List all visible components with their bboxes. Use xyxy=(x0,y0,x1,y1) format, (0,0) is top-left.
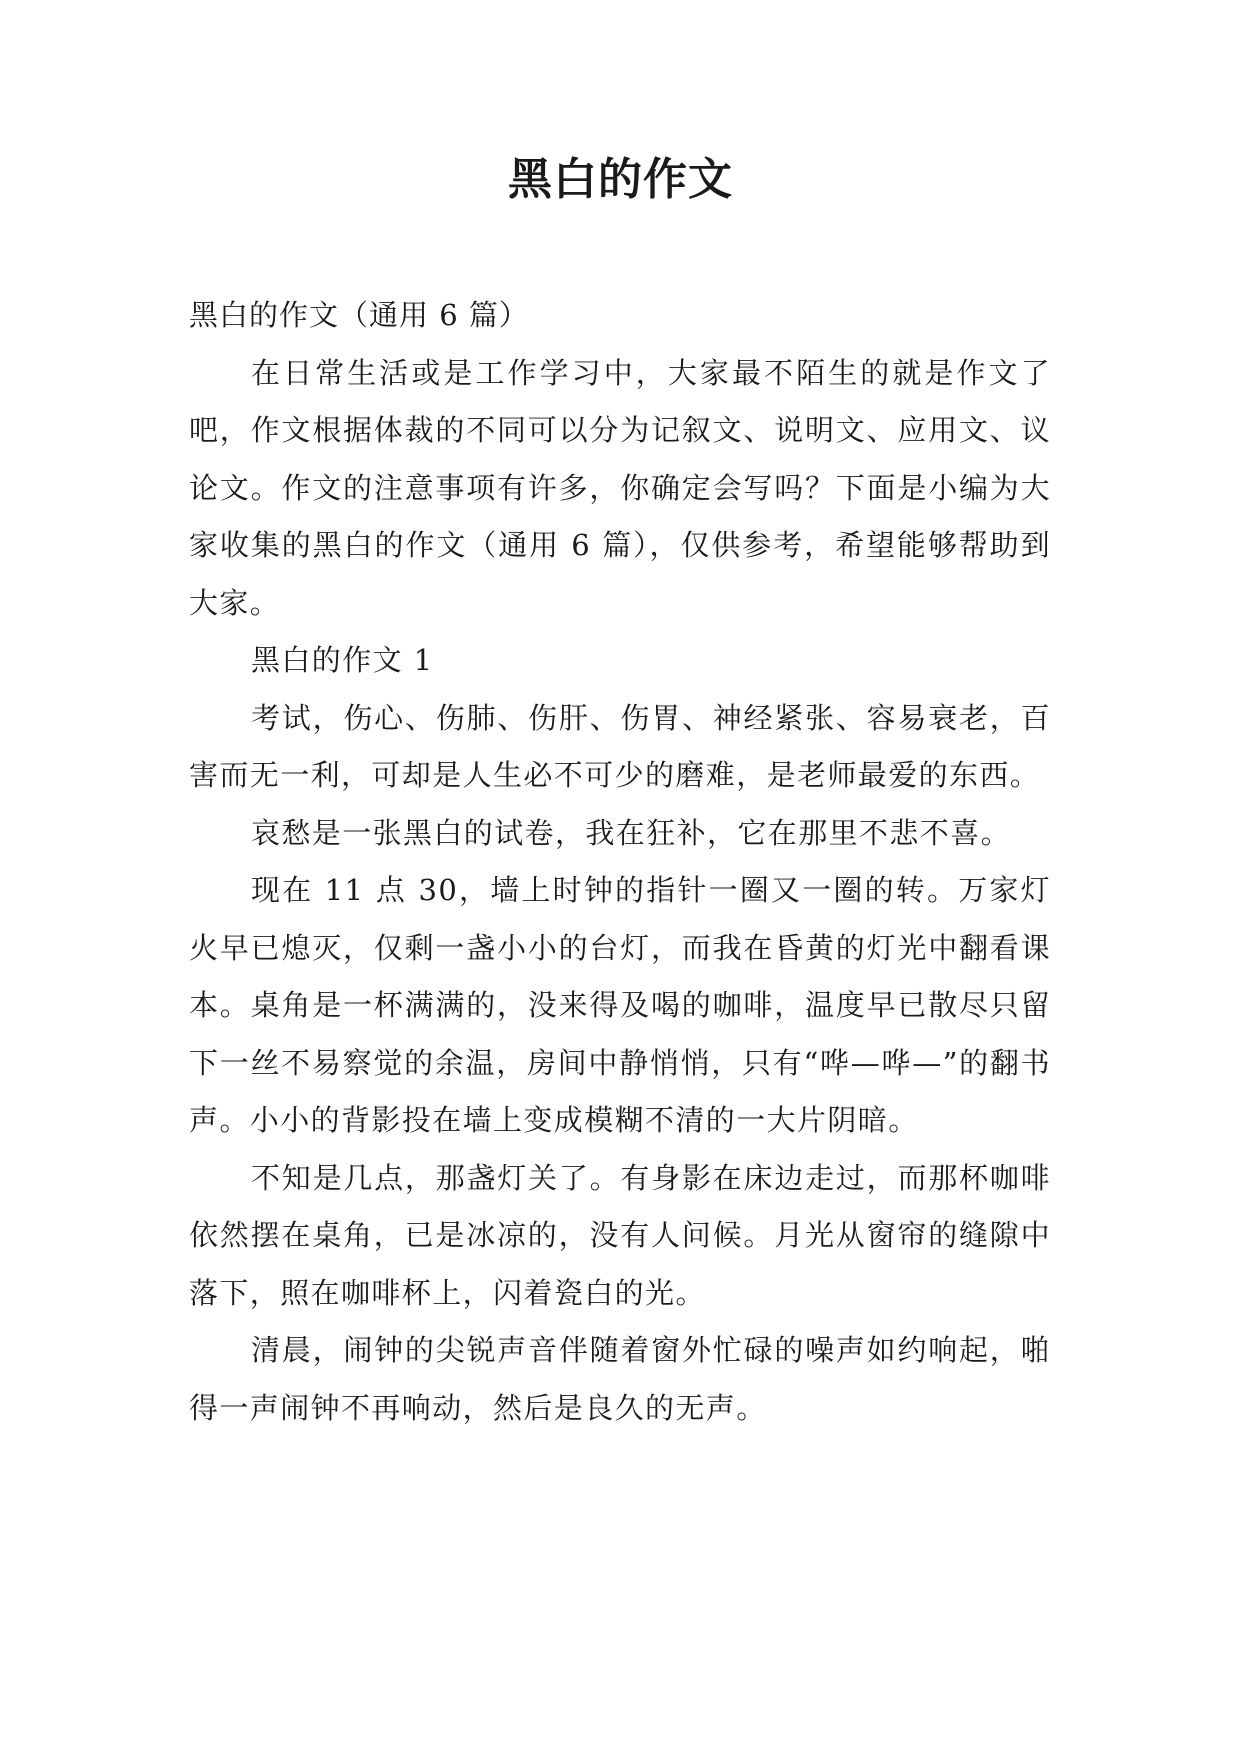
document-subtitle: 黑白的作文（通用 6 篇） xyxy=(189,298,529,332)
body-paragraph: 现在 11 点 30，墙上时钟的指针一圈又一圈的转。万家灯火早已熄灭，仅剩一盏小小的台灯，而我在昏黄的灯光中翻看课本。桌角是一杯满满的，没来得及喝的咖啡，温度早已散尽只留下一丝不易察觉的余温，房间中静悄悄，只有“哗—哗—”的翻书声。小小的背影投在墙上变成模糊不清的一大片阴暗。 xyxy=(189,873,1051,1137)
body-paragraph: 不知是几点，那盏灯关了。有身影在床边走过，而那杯咖啡依然摆在桌角，已是冰凉的，没有人问候。月光从窗帘的缝隙中落下，照在咖啡杯上，闪着瓷白的光。 xyxy=(189,1160,1051,1310)
intro-paragraph: 在日常生活或是工作学习中，大家最不陌生的就是作文了吧，作文根据体裁的不同可以分为记叙文、说明文、应用文、议论文。作文的注意事项有许多，你确定会写吗？下面是小编为大家收集的黑白的作文（通用 6 篇），仅供参考，希望能够帮助到大家。 xyxy=(189,355,1051,620)
body-paragraph: 清晨，闹钟的尖锐声音伴随着窗外忙碌的噪声如约响起，啪得一声闹钟不再响动，然后是良久的无声。 xyxy=(189,1333,1051,1425)
section-heading: 黑白的作文 1 xyxy=(251,643,434,677)
document-body xyxy=(189,287,1051,1437)
document-title: 黑白的作文 xyxy=(508,154,733,205)
body-paragraph: 考试，伤心、伤肺、伤肝、伤胃、神经紧张、容易衰老，百害而无一利，可却是人生必不可少的磨难，是老师最爱的东西。 xyxy=(189,700,1051,792)
body-paragraph: 哀愁是一张黑白的试卷，我在狂补，它在那里不悲不喜。 xyxy=(251,815,1012,850)
